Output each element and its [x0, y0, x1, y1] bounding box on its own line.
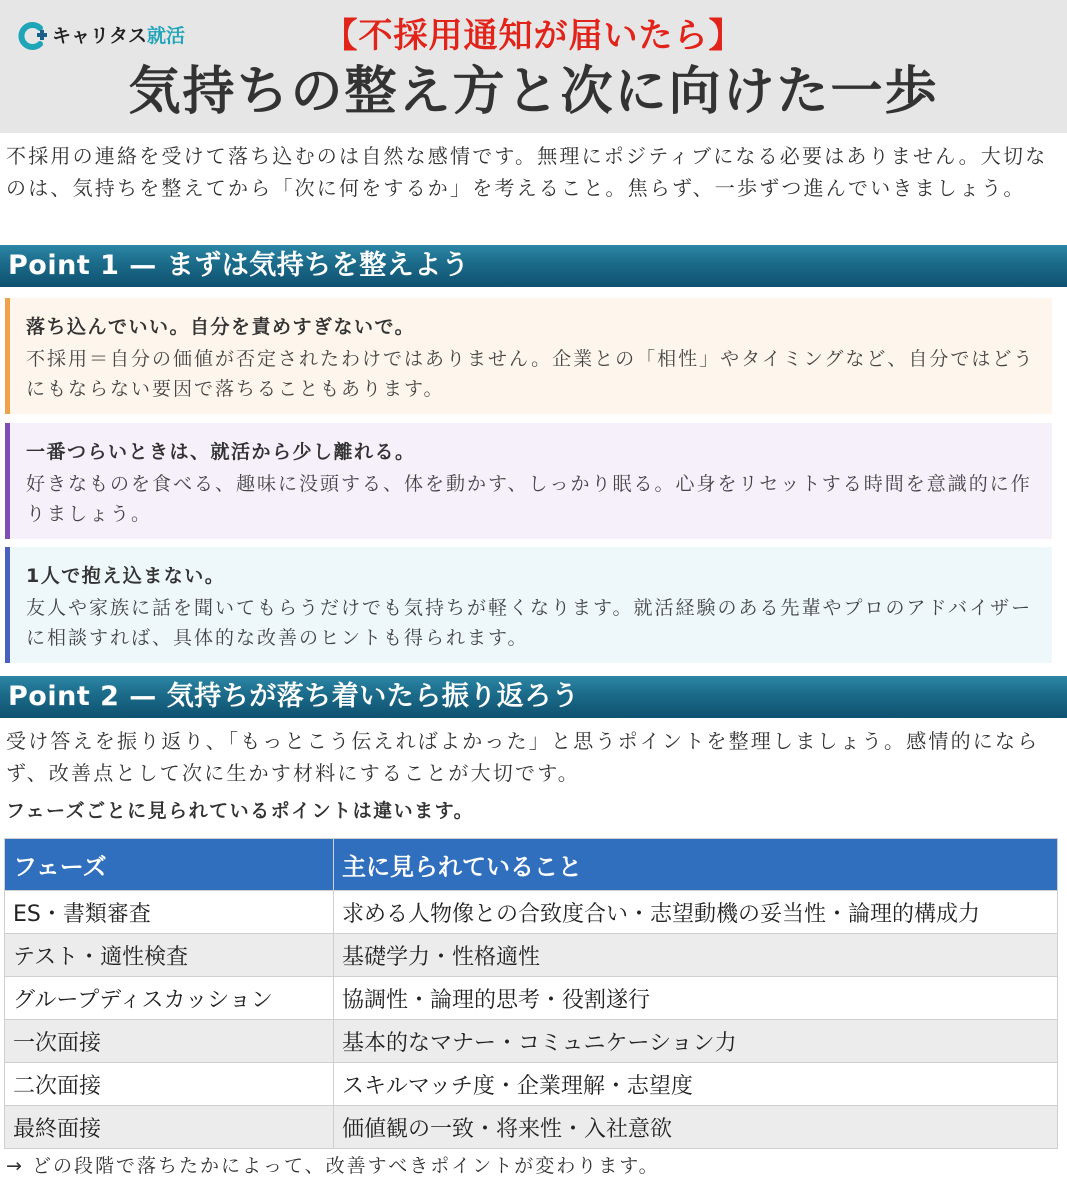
- table-cell-phase: テスト・適性検査: [5, 934, 334, 977]
- point2-body: 受け答えを振り返り、「もっとこう伝えればよかった」と思うポイントを整理しましょう。感情的にならず、改善点として次に生かす材料にすることが大切です。: [6, 729, 1040, 785]
- table-cell-phase: 最終面接: [5, 1106, 334, 1149]
- table-cell-phase: 一次面接: [5, 1020, 334, 1063]
- intro-text: 不採用の連絡を受けて落ち込むのは自然な感情です。無理にポジティブになる必要はありません。大切なのは、気持ちを整えてから「次に何をするか」を考えること。焦らず、一歩ずつ進んでいきましょう。: [6, 144, 1048, 200]
- table-header-phase: フェーズ: [5, 839, 334, 891]
- table-cell-focus: スキルマッチ度・企業理解・志望度: [334, 1063, 1058, 1106]
- table-row: [5, 1106, 1058, 1149]
- advice-card-1: [5, 298, 1052, 414]
- table-cell-phase: グループディスカッション: [5, 977, 334, 1020]
- card-title: 一番つらいときは、就活から少し離れる。: [26, 441, 416, 463]
- advice-card-3: [5, 547, 1052, 663]
- logo-text-main: キャリタス: [52, 25, 148, 47]
- table-cell-focus: 求める人物像との合致度合い・志望動機の妥当性・論理的構成力: [334, 891, 1058, 934]
- table-row: [5, 1063, 1058, 1106]
- card-body: 友人や家族に話を聞いてもらうだけでも気持ちが軽くなります。就活経験のある先輩やプロのアドバイザーに相談すれば、具体的な改善のヒントも得られます。: [26, 597, 1033, 649]
- card-body: 不採用＝自分の価値が否定されたわけではありません。企業との「相性」やタイミングなど、自分ではどうにもならない要因で落ちることもあります。: [26, 348, 1035, 400]
- card-body: 好きなものを食べる、趣味に没頭する、体を動かす、しっかり眠る。心身をリセットする時間を意識的に作りましょう。: [26, 473, 1032, 525]
- table-cell-focus: 協調性・論理的思考・役割遂行: [334, 977, 1058, 1020]
- table-cell-focus: 価値観の一致・将来性・入社意欲: [334, 1106, 1058, 1149]
- table-row: [5, 977, 1058, 1020]
- page-subtitle: 【不採用通知が届いたら】: [323, 16, 744, 56]
- footnote: → どの段階で落ちたかによって、改善すべきポイントが変わります。: [6, 1155, 660, 1177]
- header: [0, 0, 1067, 133]
- phase-table: [4, 838, 1058, 1149]
- point2-heading: Point 2 — 気持ちが落ち着いたら振り返ろう: [0, 676, 1067, 718]
- table-row: [5, 1020, 1058, 1063]
- card-title: 落ち込んでいい。自分を責めすぎないで。: [26, 316, 416, 338]
- page-title: 気持ちの整え方と次に向けた一歩: [128, 62, 939, 122]
- advice-card-2: [5, 423, 1052, 539]
- table-cell-focus: 基本的なマナー・コミュニケーション力: [334, 1020, 1058, 1063]
- point1-heading: Point 1 — まずは気持ちを整えよう: [0, 245, 1067, 287]
- logo-text-accent: 就活: [147, 25, 186, 47]
- table-header-focus: 主に見られていること: [334, 839, 1058, 891]
- table-cell-phase: ES・書類審査: [5, 891, 334, 934]
- table-row: [5, 934, 1058, 977]
- card-title: 1人で抱え込まない。: [26, 565, 226, 587]
- table-cell-phase: 二次面接: [5, 1063, 334, 1106]
- point2-bold-note: フェーズごとに見られているポイントは違います。: [6, 800, 475, 822]
- table-row: [5, 891, 1058, 934]
- table-cell-focus: 基礎学力・性格適性: [334, 934, 1058, 977]
- table-header-row: [5, 839, 1058, 891]
